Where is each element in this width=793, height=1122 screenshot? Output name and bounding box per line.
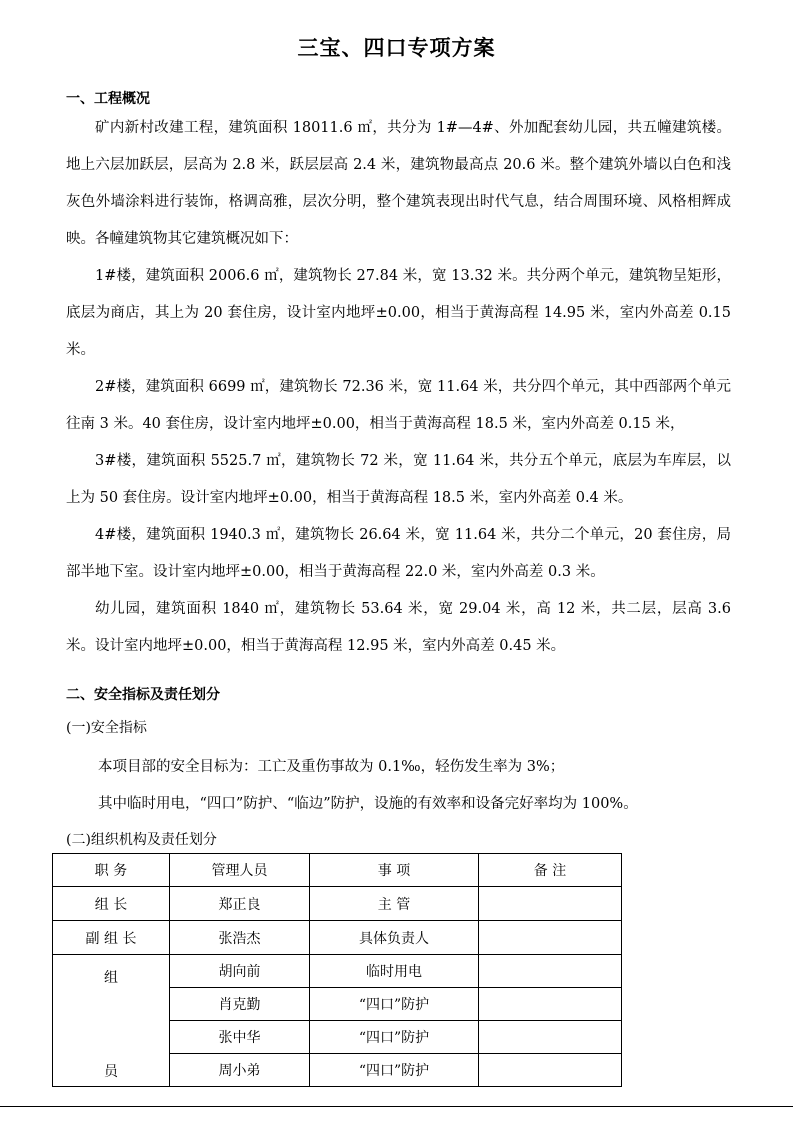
name-cell: 郑正良 [170, 887, 310, 921]
header-role: 职 务 [53, 854, 170, 887]
item-cell: “四口”防护 [310, 1054, 479, 1087]
role-cell: 组 长 [53, 887, 170, 921]
safety-target-line: 本项目部的安全目标为：工亡及重伤事故为 0.1‰，轻伤发生率为 3%； [98, 759, 565, 775]
name-cell: 张中华 [170, 1021, 310, 1054]
organization-table [52, 853, 622, 1087]
name-cell: 周小弟 [170, 1054, 310, 1087]
section-heading-safety: 二、安全指标及责任划分 [66, 687, 220, 703]
name-cell: 胡向前 [170, 955, 310, 988]
member-label-bottom: 员 [104, 1064, 118, 1080]
name-cell: 肖克勤 [170, 988, 310, 1021]
note-cell [479, 887, 622, 921]
overview-body [66, 110, 731, 665]
item-cell: “四口”防护 [310, 988, 479, 1021]
note-cell [479, 921, 622, 955]
page-bottom-divider [0, 1106, 793, 1107]
building-3-paragraph: 3#楼，建筑面积 5525.7 ㎡，建筑物长 72 米，宽 11.64 米，共分五个单元，底层为车库层，以上为 50 套住房。设计室内地坪±0.00，相当于黄海高程 18.5 米，室内外高差 0.4 米。 [66, 453, 731, 506]
kindergarten-paragraph: 幼儿园，建筑面积 1840 ㎡，建筑物长 53.64 米，宽 29.04 米，高 12 米，共二层，层高 3.6 米。设计室内地坪±0.00，相当于黄海高程 12.95 米，室内外高差 0.45 米。 [66, 601, 731, 654]
table-row [53, 921, 622, 955]
note-cell [479, 988, 622, 1021]
role-cell: 副 组 长 [53, 921, 170, 955]
item-cell: “四口”防护 [310, 1021, 479, 1054]
building-1-paragraph: 1#楼，建筑面积 2006.6 ㎡，建筑物长 27.84 米，宽 13.32 米。共分两个单元，建筑物呈矩形，底层为商店，其上为 20 套住房，设计室内地坪±0.00，相当于黄海高程 14.95 米，室内外高差 0.15 米。 [66, 268, 731, 358]
table-row [53, 887, 622, 921]
header-manager: 管理人员 [170, 854, 310, 887]
header-item: 事 项 [310, 854, 479, 887]
member-role-cell [53, 955, 170, 1087]
name-cell: 张浩杰 [170, 921, 310, 955]
page-title: 三宝、四口专项方案 [297, 36, 496, 60]
member-label-top: 组 [104, 970, 118, 986]
table-header-row [53, 854, 622, 887]
item-cell: 临时用电 [310, 955, 479, 988]
building-4-paragraph: 4#楼，建筑面积 1940.3 ㎡，建筑物长 26.64 米，宽 11.64 米，共分二个单元，20 套住房，局部半地下室。设计室内地坪±0.00，相当于黄海高程 22.0 米，室内外高差 0.3 米。 [66, 527, 731, 580]
item-cell: 具体负责人 [310, 921, 479, 955]
note-cell [479, 1054, 622, 1087]
item-cell: 主 管 [310, 887, 479, 921]
note-cell [479, 1021, 622, 1054]
table-row [53, 955, 622, 988]
subheading-organization: (二)组织机构及责任划分 [66, 832, 217, 848]
note-cell [479, 955, 622, 988]
overview-paragraph: 矿内新村改建工程，建筑面积 18011.6 ㎡，共分为 1#—4#、外加配套幼儿园，共五幢建筑楼。地上六层加跃层，层高为 2.8 米，跃层层高 2.4 米，建筑物最高点 20.6 米。整个建筑外墙以白色和浅灰色外墙涂料进行装饰，格调高雅，层次分明，整个建筑表现出时代气息，结合周围环境、风格相辉成映。各幢建筑物其它建筑概况如下： [66, 120, 731, 247]
section-heading-overview: 一、工程概况 [66, 91, 150, 107]
header-note: 备 注 [479, 854, 622, 887]
facility-rate-line: 其中临时用电，“四口”防护、“临边”防护，设施的有效率和设备完好率均为 100%。 [98, 796, 638, 812]
subheading-safety-targets: (一)安全指标 [66, 720, 147, 736]
building-2-paragraph: 2#楼，建筑面积 6699 ㎡，建筑物长 72.36 米，宽 11.64 米，共分四个单元，其中西部两个单元往南 3 米。40 套住房，设计室内地坪±0.00，相当于黄海高程 18.5 米，室内外高差 0.15 米， [66, 379, 731, 432]
